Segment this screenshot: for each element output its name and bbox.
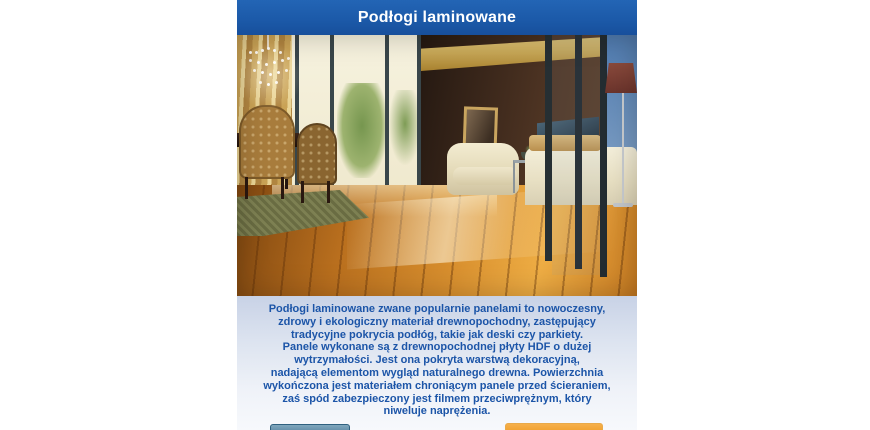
text-line: Panele wykonane są z drewnopochodnej płyty HDF o dużej <box>282 341 592 354</box>
content-column <box>237 0 637 430</box>
text-line: zaś spód zabezpieczony jest filmem przeciwprężnym, który <box>282 392 592 405</box>
description-panel <box>237 296 637 430</box>
text-line: zdrowy i ekologiczny materiał drewnopochodny, zastępujący <box>278 315 596 328</box>
text-line: niweluje naprężenia. <box>383 405 491 418</box>
text-line: wykończona jest materiałem chroniącym panele przed ścieraniem, <box>263 379 611 392</box>
text-line: wytrzymałości. Jest ona pokryta warstwą dekoracyjną, <box>294 354 580 367</box>
text-line: tradycyjne pokrycia podłóg, takie jak deski czy parkiety. <box>290 328 584 341</box>
text-line: nadającą elementom wygląd naturalnego drewna. Powierzchnia <box>270 366 604 379</box>
room-photo <box>237 35 637 296</box>
photo-vignette <box>237 35 637 296</box>
page-header <box>237 0 637 35</box>
description-text <box>237 296 637 418</box>
bottom-right-button[interactable] <box>505 423 603 430</box>
text-line: Podłogi laminowane zwane popularnie panelami to nowoczesny, <box>268 303 606 315</box>
bottom-left-button[interactable] <box>270 424 350 430</box>
page-title: Podłogi laminowane <box>357 8 517 26</box>
